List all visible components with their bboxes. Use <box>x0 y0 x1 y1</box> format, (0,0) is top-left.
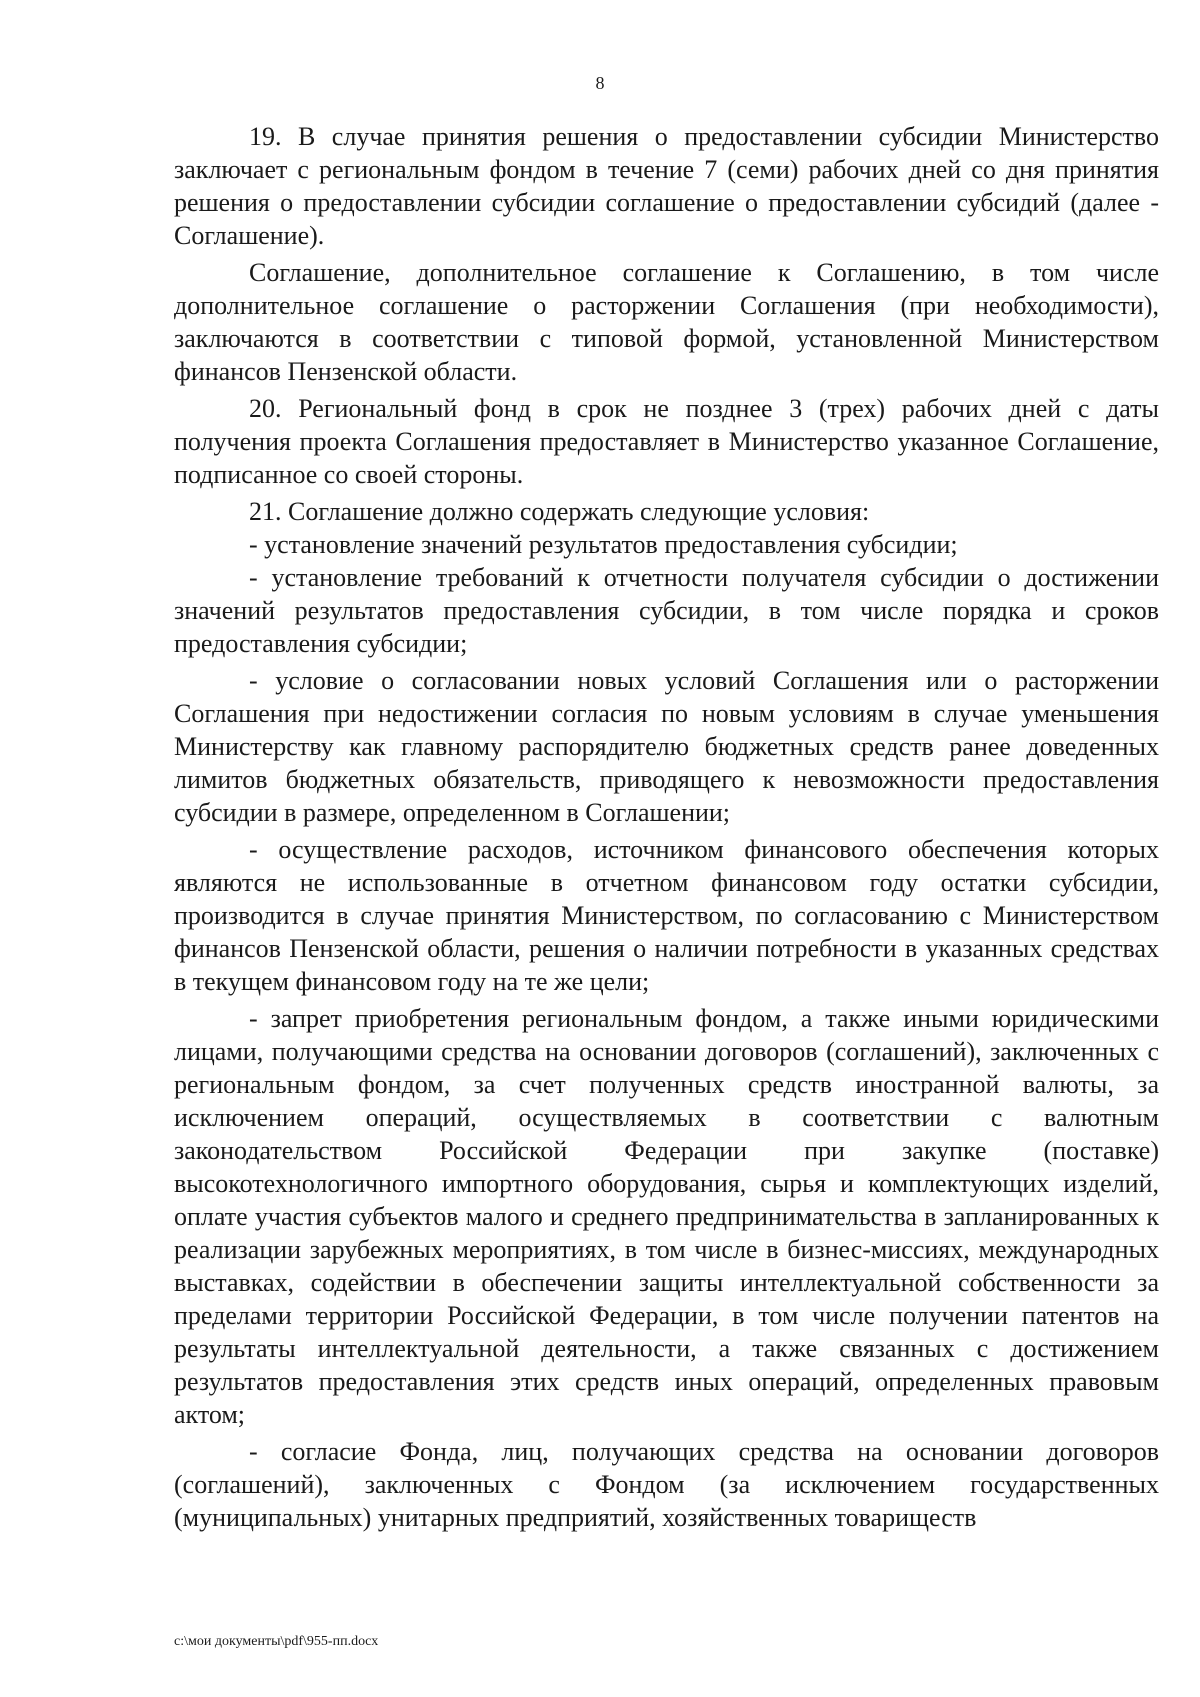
page-number: 8 <box>595 73 605 93</box>
document-body <box>174 120 1159 1538</box>
paragraph-20: 20. Региональный фонд в срок не позднее 3 (трех) рабочих дней с даты получения проекта Соглашения предоставляет в Министерство указанное Соглашение, подписанное со своей стороны. <box>174 394 1159 489</box>
list-item-fund-consent: - согласие Фонда, лиц, получающих средства на основании договоров (соглашений), заключенных с Фондом (за исключением государственных (муниципальных) унитарных предприятий, хозяйственных товариществ <box>174 1437 1159 1532</box>
footer-file-path: c:\мои документы\pdf\955-пп.docx <box>174 1634 379 1649</box>
paragraph-19: 19. В случае принятия решения о предоставлении субсидии Министерство заключает с региональным фондом в течение 7 (семи) рабочих дней со дня принятия решения о предоставлении субсидии соглашение о предоставлении субсидий (далее - Соглашение). <box>174 122 1159 250</box>
paragraph-agreement-form: Соглашение, дополнительное соглашение к Соглашению, в том числе дополнительное соглашение о расторжении Соглашения (при необходимости), заключаются в соответствии с типовой формой, установленной Министерством финансов Пензенской области. <box>174 258 1159 386</box>
list-item-new-conditions: - условие о согласовании новых условий Соглашения или о расторжении Соглашения при недостижении согласия по новым условиям в случае уменьшения Министерству как главному распорядителю бюджетных средств ранее доведенных лимитов бюджетных обязательств, приводящего к невозможности предоставления субсидии в размере, определенном в Соглашении; <box>174 666 1159 827</box>
list-item-foreign-currency-ban: - запрет приобретения региональным фондом, а также иными юридическими лицами, получающими средства на основании договоров (соглашений), заключенных с региональным фондом, за счет полученных средств иностранной валюты, за исключением операций, осуществляемых в соответствии с валютным законодательством Российской Федерации при закупке (поставке) высокотехнологичного импортного оборудования, сырья и комплектующих изделий, оплате участия субъектов малого и среднего предпринимательства в запланированных к реализации зарубежных мероприятиях, в том числе в бизнес-миссиях, международных выставках, содействии в обеспечении защиты интеллектуальной собственности за пределами территории Российской Федерации, в том числе получении патентов на результаты интеллектуальной деятельности, а также связанных с достижением результатов предоставления этих средств иных операций, определенных правовым актом; <box>174 1004 1159 1429</box>
list-item-reporting-requirements: - установление требований к отчетности получателя субсидии о достижении значений результатов предоставления субсидии, в том числе порядка и сроков предоставления субсидии; <box>174 563 1159 658</box>
paragraph-21: 21. Соглашение должно содержать следующие условия: <box>249 497 870 526</box>
list-item-results-values: - установление значений результатов предоставления субсидии; <box>249 530 958 559</box>
list-item-unused-balances: - осуществление расходов, источником финансового обеспечения которых являются не использованные в отчетном финансовом году остатки субсидии, производится в случае принятия Министерством, по согласованию с Министерством финансов Пензенской области, решения о наличии потребности в указанных средствах в текущем финансовом году на те же цели; <box>174 835 1159 996</box>
